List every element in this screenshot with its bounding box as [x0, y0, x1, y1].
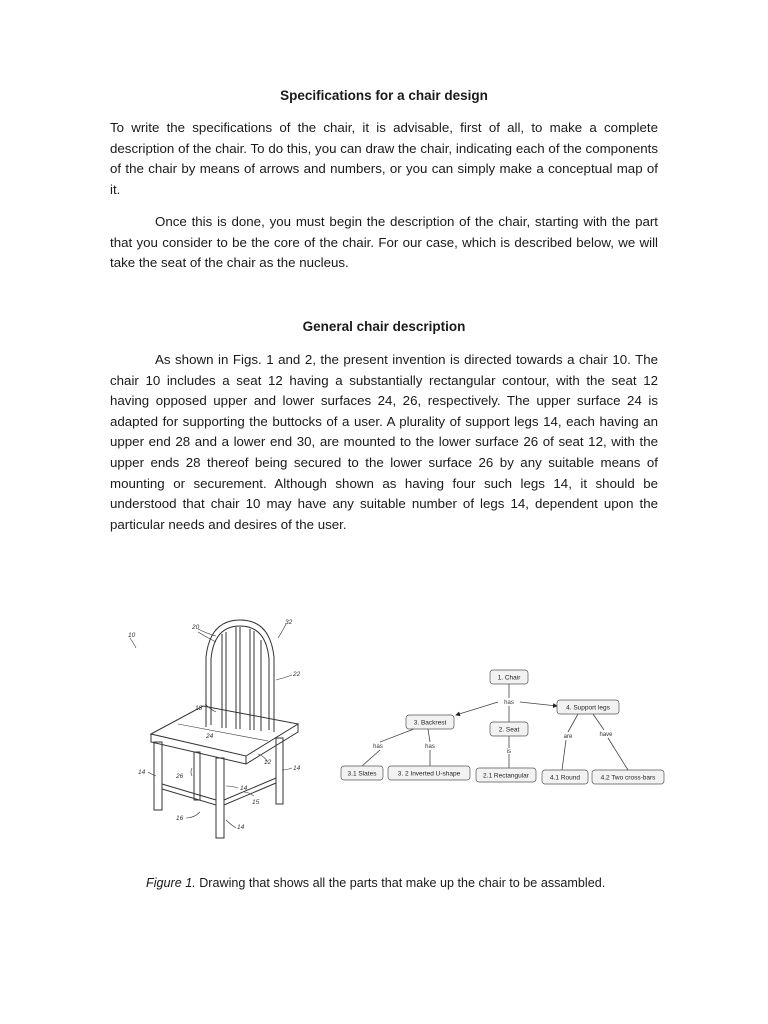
- node-round: 4.1 Round: [550, 774, 580, 782]
- label-14-right: 14: [293, 765, 301, 772]
- link-seat-is: is: [506, 749, 512, 755]
- label-26: 26: [176, 773, 184, 780]
- label-16: 16: [176, 815, 184, 822]
- node-seat: 2. Seat: [498, 726, 520, 734]
- label-22: 22: [293, 671, 301, 678]
- section-heading: General chair description: [302, 319, 466, 334]
- chair-drawing: [118, 612, 323, 847]
- back-left-leg: [194, 752, 200, 800]
- method-paragraph: Once this is done, you must begin the description of the chair, starting with the part that you consider to be the core of the chair. For our case, which is described below, we will take the seat of the chair as the nucleus.: [110, 214, 658, 271]
- label-14-left: 14: [138, 769, 146, 776]
- concept-map: [338, 662, 668, 792]
- caption-label: Figure 1.: [146, 876, 196, 890]
- node-inverted-u: 3. 2 Inverted U-shape: [397, 770, 461, 778]
- caption-text: Drawing that shows all the parts that make up the chair to be assambled.: [195, 876, 606, 890]
- label-12: 12: [264, 759, 272, 766]
- label-20: 20: [192, 624, 200, 631]
- back-right-leg: [276, 738, 283, 804]
- label-15: 15: [252, 799, 260, 806]
- front-right-leg: [216, 758, 224, 838]
- label-10: 10: [128, 632, 136, 639]
- link-legs-are: are: [563, 734, 573, 740]
- label-14-bottom: 14: [237, 824, 245, 831]
- label-24: 24: [206, 733, 214, 740]
- link-backrest-has-1: has: [373, 744, 383, 750]
- node-support-legs: 4. Support legs: [566, 704, 610, 712]
- link-legs-have: have: [599, 732, 613, 738]
- link-chair-has: has: [504, 700, 514, 706]
- description-paragraph: As shown in Figs. 1 and 2, the present invention is directed towards a chair 10. The chair 10 includes a seat 12 having a substantially rectangular contour, with the seat 12 having opposed upper and lower surfaces 24, 26, respectively. The upper surface 24 is adapted for supporting the buttocks of a user. A plurality of support legs 14, each having an upper end 28 and a lower end 30, are mounted to the lower surface 26 of seat 12, with the upper ends 28 thereof being secured to the lower surface 26 by any suitable means of mounting or securement. Although shown as having four such legs 14, it should be understood that chair 10 may have any suitable number of legs 14, dependent upon the particular needs and desires of the user.: [110, 352, 658, 532]
- label-32: 32: [285, 619, 293, 626]
- node-chair: 1. Chair: [497, 674, 521, 682]
- link-backrest-has-2: has: [425, 744, 435, 750]
- intro-paragraph: To write the specifications of the chair, it is advisable, first of all, to make a complete description of the chair. To do this, you can draw the chair, indicating each of the components of the chair by means of arrows and numbers, or you can simply make a conceptual map of it.: [110, 120, 658, 197]
- label-18: 18: [195, 705, 203, 712]
- node-rectangular: 2.1 Rectangular: [483, 772, 529, 780]
- node-cross-bars: 4.2 Two cross-bars: [600, 774, 656, 782]
- node-slates: 3.1 Slates: [347, 770, 377, 778]
- label-14-mid: 14: [240, 785, 248, 792]
- node-backrest: 3. Backrest: [413, 719, 447, 727]
- page-title: Specifications for a chair design: [280, 88, 488, 103]
- figure-caption: [146, 876, 706, 890]
